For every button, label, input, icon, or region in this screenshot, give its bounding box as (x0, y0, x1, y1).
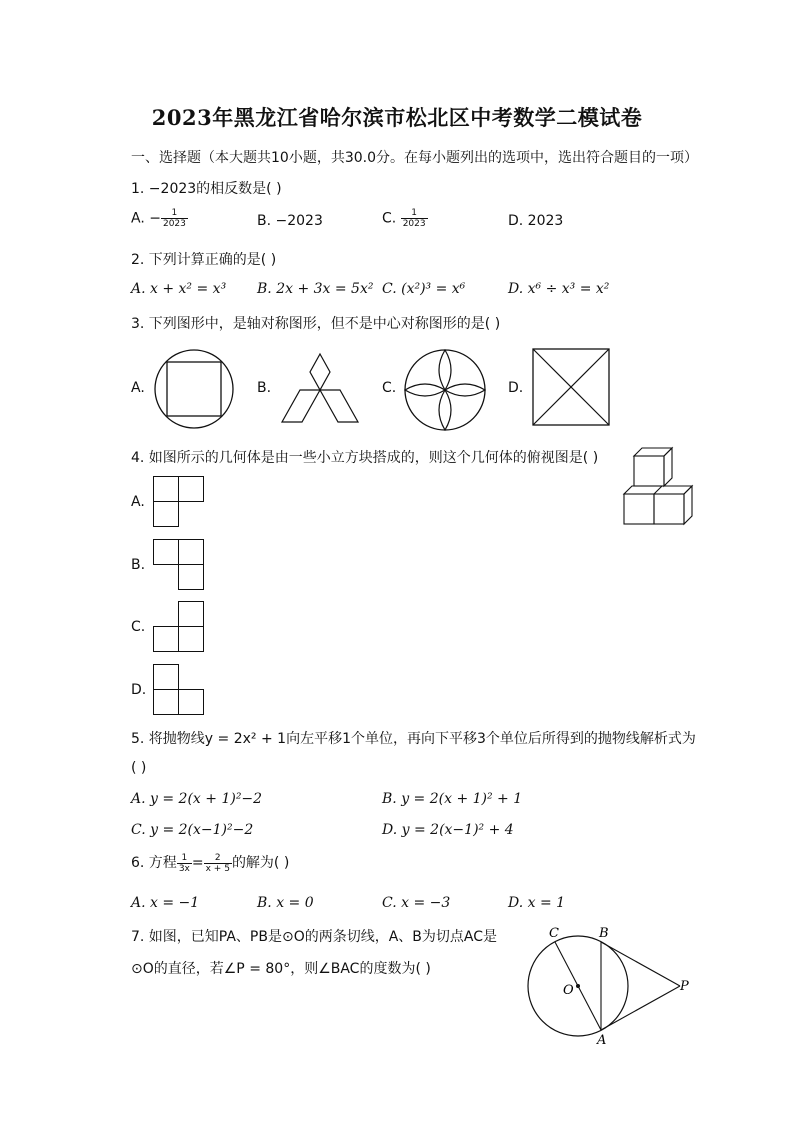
q6-option-d[interactable]: D. x = 1 (508, 895, 566, 911)
q4-figure-d[interactable] (153, 664, 207, 718)
q3-stem: 3. 下列图形中，是轴对称图形，但不是中心对称图形的是( ) (131, 316, 501, 332)
page-title: 2023年黑龙江省哈尔滨市松北区中考数学二模试卷 (151, 105, 643, 130)
q5-stem-paren: ( ) (131, 760, 147, 776)
label-a: A (597, 1033, 607, 1048)
q6-option-b[interactable]: B. x = 0 (257, 895, 314, 911)
q2-option-a[interactable]: A. x + x² = x³ (131, 281, 227, 297)
q1-option-b[interactable]: B. −2023 (257, 213, 323, 229)
q1-option-c[interactable]: C. $\frac{1}{2023}$ (382, 208, 426, 229)
q6-option-c[interactable]: C. x = −3 (382, 895, 451, 911)
q4-figure-c[interactable] (153, 601, 207, 655)
q5-option-d[interactable]: D. y = 2(x−1)² + 4 (382, 822, 514, 838)
q6-stem: 6. 方程 $\frac{1}{3x}$ = $\frac{2}{x + 5}$ 的解为( ) (131, 852, 290, 874)
q7-stem-line1: 7. 如图，已知PA、PB是⊙O的两条切线，A、B为切点AC是 (131, 929, 498, 945)
q4-option-c-label[interactable]: C. (131, 619, 146, 635)
q3-figure-b-rhombi[interactable] (280, 352, 360, 424)
q3-figure-d-square-diagonals[interactable] (532, 348, 610, 426)
q5-option-c[interactable]: C. y = 2(x−1)²−2 (131, 822, 254, 838)
label-p: P (680, 979, 689, 994)
q4-option-a-label[interactable]: A. (131, 494, 145, 510)
label-b: B (599, 926, 609, 941)
q3-option-d-label[interactable]: D. (508, 380, 524, 396)
q4-stem: 4. 如图所示的几何体是由一些小立方块搭成的，则这个几何体的俯视图是( ) (131, 450, 599, 466)
q4-cubes-figure (622, 448, 694, 526)
q4-option-b-label[interactable]: B. (131, 557, 146, 573)
q1-stem: 1. −2023的相反数是( ) (131, 181, 282, 197)
q5-option-b[interactable]: B. y = 2(x + 1)² + 1 (382, 791, 523, 807)
q3-option-c-label[interactable]: C. (382, 380, 397, 396)
label-o: O (563, 983, 574, 998)
q4-figure-b[interactable] (153, 539, 207, 593)
q4-option-d-label[interactable]: D. (131, 682, 147, 698)
q3-figure-a-circle-square[interactable] (152, 347, 236, 431)
q5-stem: 5. 将抛物线y = 2x² + 1向左平移1个单位，再向下平移3个单位后所得到的抛物线解析式为 (131, 731, 696, 747)
q2-option-d[interactable]: D. x⁶ ÷ x³ = x² (508, 281, 610, 297)
q3-figure-c-petals[interactable] (403, 348, 487, 432)
q7-tangent-figure (525, 924, 695, 1048)
q1-option-d[interactable]: D. 2023 (508, 213, 564, 229)
q4-figure-a[interactable] (153, 476, 207, 530)
q1-option-a[interactable]: A. − $\frac{1}{2023}$ (131, 208, 186, 229)
q2-option-c[interactable]: C. (x²)³ = x⁶ (382, 281, 466, 297)
q6-option-a[interactable]: A. x = −1 (131, 895, 200, 911)
q3-option-b-label[interactable]: B. (257, 380, 272, 396)
q7-stem-line2: ⊙O的直径，若∠P = 80°，则∠BAC的度数为( ) (131, 961, 431, 977)
q2-stem: 2. 下列计算正确的是( ) (131, 252, 277, 268)
q3-option-a-label[interactable]: A. (131, 380, 145, 396)
q2-option-b[interactable]: B. 2x + 3x = 5x² (257, 281, 374, 297)
label-c: C (549, 926, 559, 941)
section-heading: 一、选择题（本大题共10小题，共30.0分。在每小题列出的选项中，选出符合题目的一项） (131, 150, 698, 166)
q5-option-a[interactable]: A. y = 2(x + 1)²−2 (131, 791, 263, 807)
